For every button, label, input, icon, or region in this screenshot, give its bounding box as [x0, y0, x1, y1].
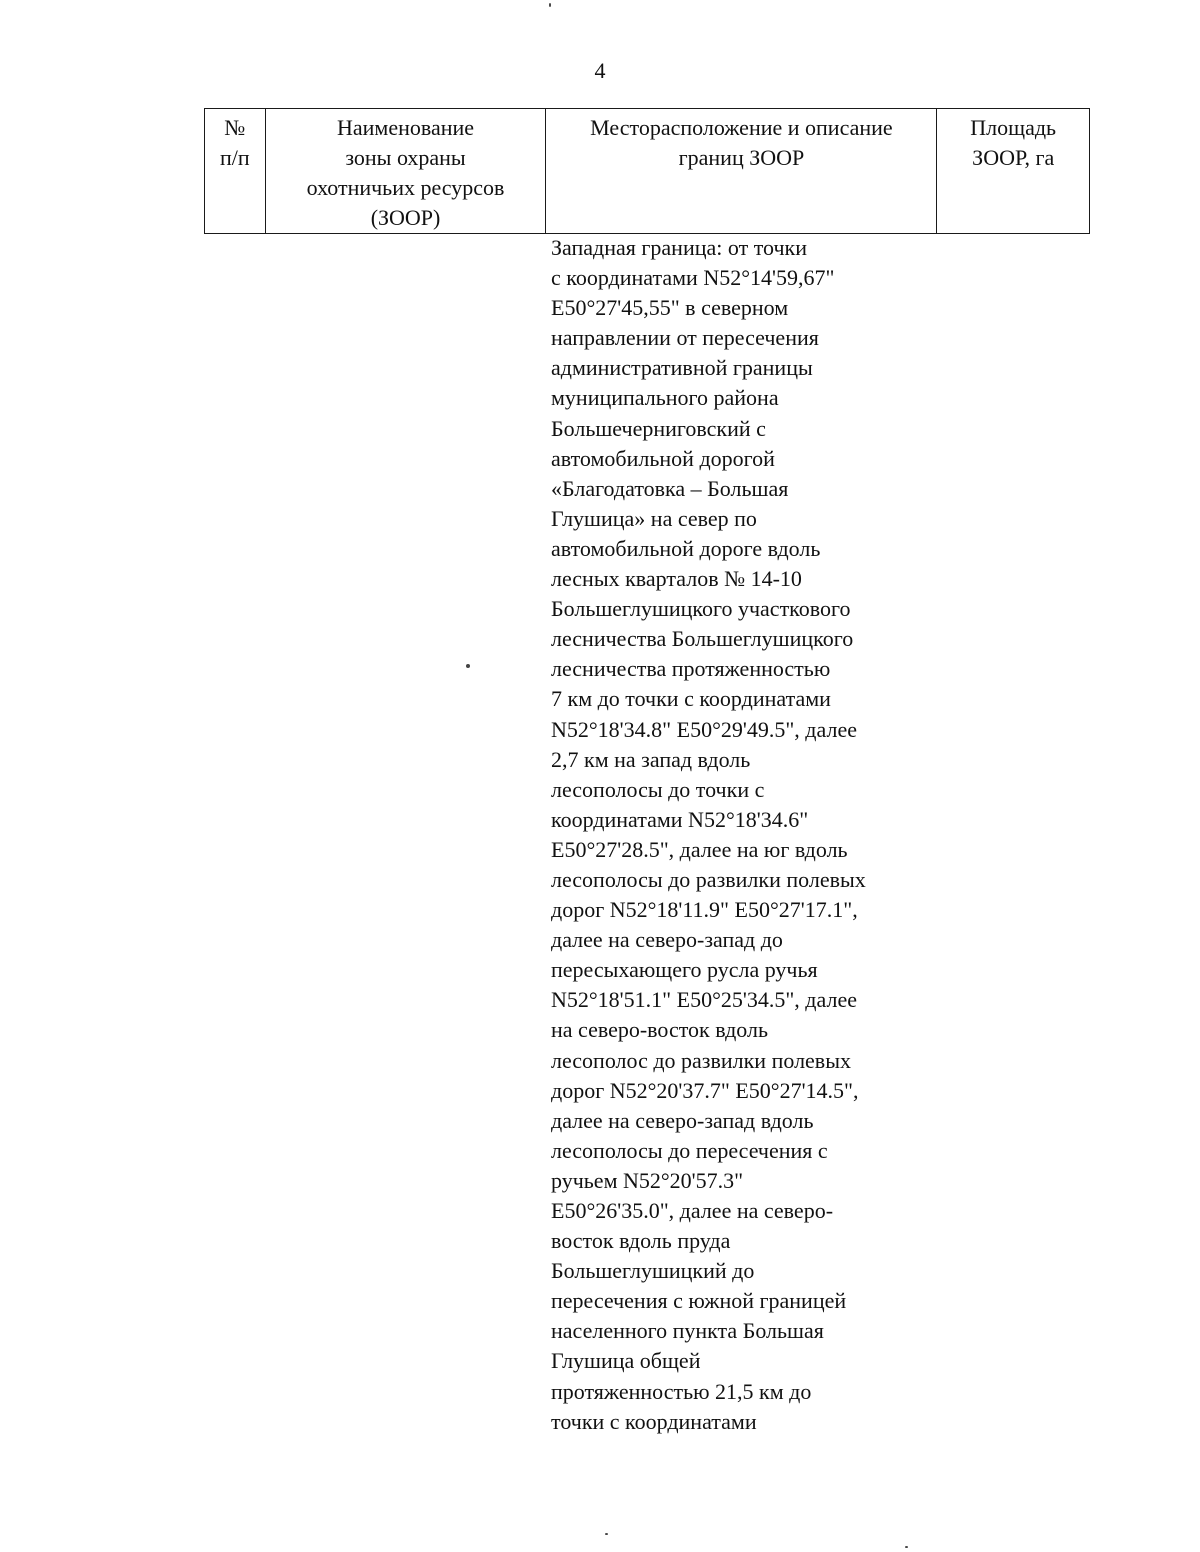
description-line: на северо-восток вдоль: [551, 1017, 769, 1043]
description-line: Глушица общей: [551, 1348, 701, 1374]
description-line: лесополос до развилки полевых: [551, 1047, 851, 1073]
description-line: протяженностью 21,5 км до: [551, 1378, 812, 1404]
column-header-name-line: охотничьих ресурсов: [306, 175, 505, 200]
description-line: муниципального района: [551, 385, 779, 411]
description-line: точки с координатами: [551, 1408, 757, 1434]
scan-speck: [549, 3, 551, 7]
column-header-number-line: п/п: [219, 145, 250, 170]
column-header-area: [937, 109, 1090, 234]
column-header-name-line: (ЗООР): [370, 205, 441, 230]
column-header-location-line: границ ЗООР: [678, 145, 805, 170]
scan-speck: [605, 1533, 608, 1535]
description-line: E50°27'28.5", далее на юг вдоль: [551, 836, 848, 862]
description-line: E50°26'35.0", далее на северо-: [551, 1198, 834, 1223]
description-line: дорог N52°18'11.9" E50°27'17.1",: [551, 897, 858, 923]
description-line: Глушица» на север по: [551, 505, 757, 531]
column-header-name-line: Наименование: [337, 115, 475, 140]
column-header-name-line: зоны охраны: [345, 145, 466, 170]
description-line: N52°18'34.8" E50°29'49.5", далее: [551, 716, 857, 742]
description-line: E50°27'45,55" в северном: [551, 295, 789, 321]
description-line: восток вдоль пруда: [551, 1228, 731, 1254]
column-header-location-line: Месторасположение и описание: [590, 115, 893, 140]
description-line: 7 км до точки с координатами: [551, 686, 831, 712]
description-line: координатами N52°18'34.6": [551, 806, 809, 832]
description-line: лесных кварталов № 14-10: [551, 566, 802, 592]
description-line: лесничества Большеглушицкого: [551, 626, 854, 652]
description-line: дорог N52°20'37.7" E50°27'14.5",: [551, 1077, 859, 1103]
description-line: пересыхающего русла ручья: [551, 957, 818, 983]
column-header-area-line: ЗООР, га: [972, 145, 1055, 170]
column-header-area-line: Площадь: [970, 115, 1057, 140]
description-line: Большеглушицкого участкового: [551, 596, 851, 622]
page-number: 4: [594, 58, 606, 83]
description-line: автомобильной дорогой: [551, 445, 775, 471]
description-line: лесничества протяженностью: [551, 656, 831, 682]
description-line: далее на северо-запад до: [551, 927, 783, 953]
column-header-number: [205, 109, 266, 234]
table-header-row: [205, 109, 1090, 234]
description-line: ручьем N52°20'57.3": [551, 1167, 744, 1193]
description-line: административной границы: [551, 355, 813, 381]
description-line: с координатами N52°14'59,67": [551, 265, 835, 291]
column-header-name: [265, 109, 546, 234]
description-line: N52°18'51.1" E50°25'34.5", далее: [551, 987, 857, 1013]
boundary-description: [551, 233, 923, 1437]
description-line: 2,7 км на запад вдоль: [551, 746, 751, 772]
description-line: пересечения с южной границей: [551, 1288, 847, 1314]
scan-speck: [905, 1546, 908, 1548]
description-line: автомобильной дороге вдоль: [551, 535, 821, 561]
description-line: лесополосы до развилки полевых: [551, 866, 866, 892]
description-line: направлении от пересечения: [551, 325, 819, 351]
description-line: «Благодатовка – Большая: [551, 475, 789, 501]
description-line: Большеглушицкий до: [551, 1258, 755, 1284]
description-line: далее на северо-запад вдоль: [551, 1107, 814, 1133]
table-header: [204, 108, 1090, 234]
description-line: населенного пункта Большая: [551, 1318, 824, 1344]
column-header-number-line: №: [224, 115, 246, 140]
description-line: лесополосы до точки с: [551, 776, 765, 802]
description-line: Большечерниговский с: [551, 415, 766, 441]
scan-speck: [466, 664, 470, 668]
description-line: Западная граница: от точки: [551, 235, 807, 260]
description-line: лесополосы до пересечения с: [551, 1137, 828, 1163]
column-header-location: [546, 109, 937, 234]
